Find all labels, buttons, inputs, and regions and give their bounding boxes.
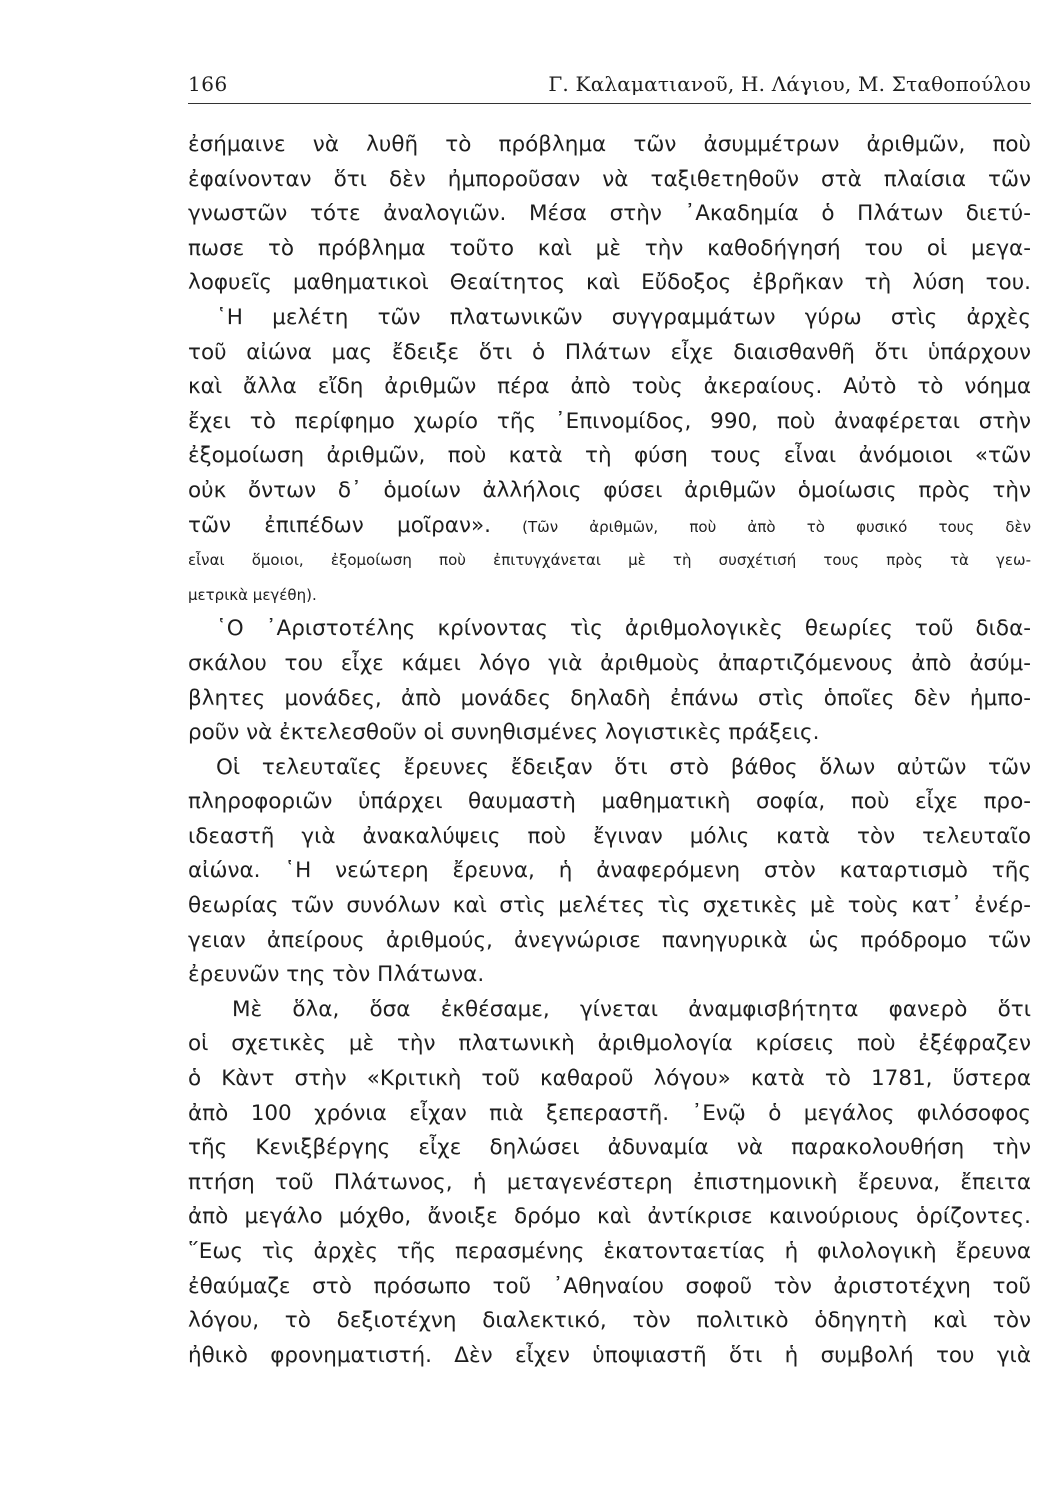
note-line: μετρικὰ μεγέθη). <box>188 585 317 604</box>
text-line: ιδεαστῆ γιὰ ἀνακαλύψεις ποὺ ἔγιναν μόλις κατὰ τὸν τελευταῖο <box>188 823 1031 849</box>
text-line: ἀπὸ μεγάλο μόχθο, ἄνοιξε δρόμο καὶ ἀντίκρισε καινούριους ὁρίζοντες. <box>188 1204 1031 1230</box>
text-line: πωσε τὸ πρόβλημα τοῦτο καὶ μὲ τὴν καθοδήγησή του οἱ μεγα- <box>188 235 1031 261</box>
text-line: ἐφαίνονταν ὅτι δὲν ἠμποροῦσαν νὰ ταξιθετηθοῦν στὰ πλαίσια τῶν <box>188 166 1031 192</box>
text-line: τοῦ αἰώνα μας ἔδειξε ὅτι ὁ Πλάτων εἶχε διαισθανθῆ ὅτι ὑπάρχουν <box>188 339 1031 365</box>
note-segment: (Τῶν ἀριθμῶν, ποὺ ἀπὸ τὸ φυσικό τους δὲν <box>490 517 1031 536</box>
page-header <box>188 70 1031 104</box>
text-line: οὐκ ὄντων δ᾿ ὁμοίων ἀλλήλοις φύσει ἀριθμῶν ὁμοίωσις πρὸς τὴν <box>188 477 1031 503</box>
text-line: ἐρευνῶν της τὸν Πλάτωνα. <box>188 962 485 988</box>
text-line: γνωστῶν τότε ἀναλογιῶν. Μέσα στὴν ᾿Ακαδημία ὁ Πλάτων διετύ- <box>188 201 1031 227</box>
text-segment: τῶν ἐπιπέδων μοῖραν». <box>188 512 491 538</box>
text-line: λόγου, τὸ δεξιοτέχνη διαλεκτικό, τὸν πολιτικὸ ὁδηγητὴ καὶ τὸν <box>188 1308 1031 1334</box>
text-line: τῆς Κενιξβέργης εἶχε δηλώσει ἀδυναμία νὰ παρακολουθήση τὴν <box>188 1135 1031 1161</box>
text-line: ροῦν νὰ ἐκτελεσθοῦν οἱ συνηθισμένες λογιστικὲς πράξεις. <box>188 720 820 746</box>
text-line: ἐσήμαινε νὰ λυθῆ τὸ πρόβλημα τῶν ἀσυμμέτρων ἀριθμῶν, ποὺ <box>188 132 1031 157</box>
text-line: ἔχει τὸ περίφημο χωρίο τῆς ᾿Επινομίδος, 990, ποὺ ἀναφέρεται στὴν <box>188 408 1031 434</box>
text-line: ἀπὸ 100 χρόνια εἶχαν πιὰ ξεπεραστῆ. ᾿Ενῷ ὁ μεγάλος φιλόσοφος <box>188 1100 1031 1126</box>
text-line: ἐξομοίωση ἀριθμῶν, ποὺ κατὰ τὴ φύση τους εἶναι ἀνόμοιοι «τῶν <box>188 443 1031 469</box>
text-line: σκάλου του εἶχε κάμει λόγο γιὰ ἀριθμοὺς ἀπαρτιζόμενους ἀπὸ ἀσύμ- <box>188 650 1031 676</box>
text-line: γειαν ἀπείρους ἀριθμούς, ἀνεγνώρισε πανηγυρικὰ ὡς πρόδρομο τῶν <box>188 927 1031 953</box>
body-text <box>188 128 1031 1373</box>
text-line: Οἱ τελευταῖες ἔρευνες ἔδειξαν ὅτι στὸ βάθος ὅλων αὐτῶν τῶν <box>216 754 1031 780</box>
text-line: ῾Η μελέτη τῶν πλατωνικῶν συγγραμμάτων γύρω στὶς ἀρχὲς <box>216 304 1031 330</box>
text-line: ἠθικὸ φρονηματιστή. Δὲν εἶχεν ὑποψιαστῆ ὅτι ἡ συμβολή του γιὰ <box>188 1342 1031 1368</box>
running-head-authors: Γ. Καλαματιανοῦ, Η. Λάγιου, Μ. Σταθοπούλου <box>548 72 1031 96</box>
text-line: ἐθαύμαζε στὸ πρόσωπο τοῦ ᾿Αθηναίου σοφοῦ τὸν ἀριστοτέχνη τοῦ <box>188 1273 1031 1299</box>
text-line: βλητες μονάδες, ἀπὸ μονάδες δηλαδὴ ἐπάνω στὶς ὁποῖες δὲν ἠμπο- <box>188 685 1031 711</box>
note-line: εἶναι ὅμοιοι, ἐξομοίωση ποὺ ἐπιτυγχάνεται μὲ τὴ συσχέτισή τους πρὸς τὰ γεω- <box>188 551 1031 570</box>
text-line: ὁ Κὰντ στὴν «Κριτικὴ τοῦ καθαροῦ λόγου» κατὰ τὸ 1781, ὕστερα <box>188 1066 1031 1092</box>
page-number: 166 <box>188 72 228 96</box>
text-line: ῾Ο ᾿Αριστοτέλης κρίνοντας τὶς ἀριθμολογικὲς θεωρίες τοῦ διδα- <box>216 616 1031 642</box>
text-line-with-note <box>188 509 1031 544</box>
text-line: Μὲ ὅλα, ὅσα ἐκθέσαμε, γίνεται ἀναμφισβήτητα φανερὸ ὅτι <box>232 996 1031 1022</box>
text-line: πτήση τοῦ Πλάτωνος, ἡ μεταγενέστερη ἐπιστημονικὴ ἔρευνα, ἔπειτα <box>188 1169 1031 1195</box>
text-line: ῞Εως τὶς ἀρχὲς τῆς περασμένης ἑκατονταετίας ἡ φιλολογικὴ ἔρευνα <box>188 1239 1031 1264</box>
text-line: αἰώνα. ῾Η νεώτερη ἔρευνα, ἡ ἀναφερόμενη στὸν καταρτισμὸ τῆς <box>188 858 1031 884</box>
text-line: λοφυεῖς μαθηματικοὶ Θεαίτητος καὶ Εὔδοξος ἐβρῆκαν τὴ λύση του. <box>188 270 1031 296</box>
text-line: πληροφοριῶν ὑπάρχει θαυμαστὴ μαθηματικὴ σοφία, ποὺ εἶχε προ- <box>188 789 1031 815</box>
text-line: οἱ σχετικὲς μὲ τὴν πλατωνικὴ ἀριθμολογία κρίσεις ποὺ ἐξέφραζεν <box>188 1031 1031 1057</box>
text-line: θεωρίας τῶν συνόλων καὶ στὶς μελέτες τὶς σχετικὲς μὲ τοὺς κατ᾿ ἐνέρ- <box>188 893 1031 919</box>
text-line: καὶ ἄλλα εἴδη ἀριθμῶν πέρα ἀπὸ τοὺς ἀκεραίους. Αὐτὸ τὸ νόημα <box>188 374 1031 400</box>
header-rule <box>188 103 1031 104</box>
